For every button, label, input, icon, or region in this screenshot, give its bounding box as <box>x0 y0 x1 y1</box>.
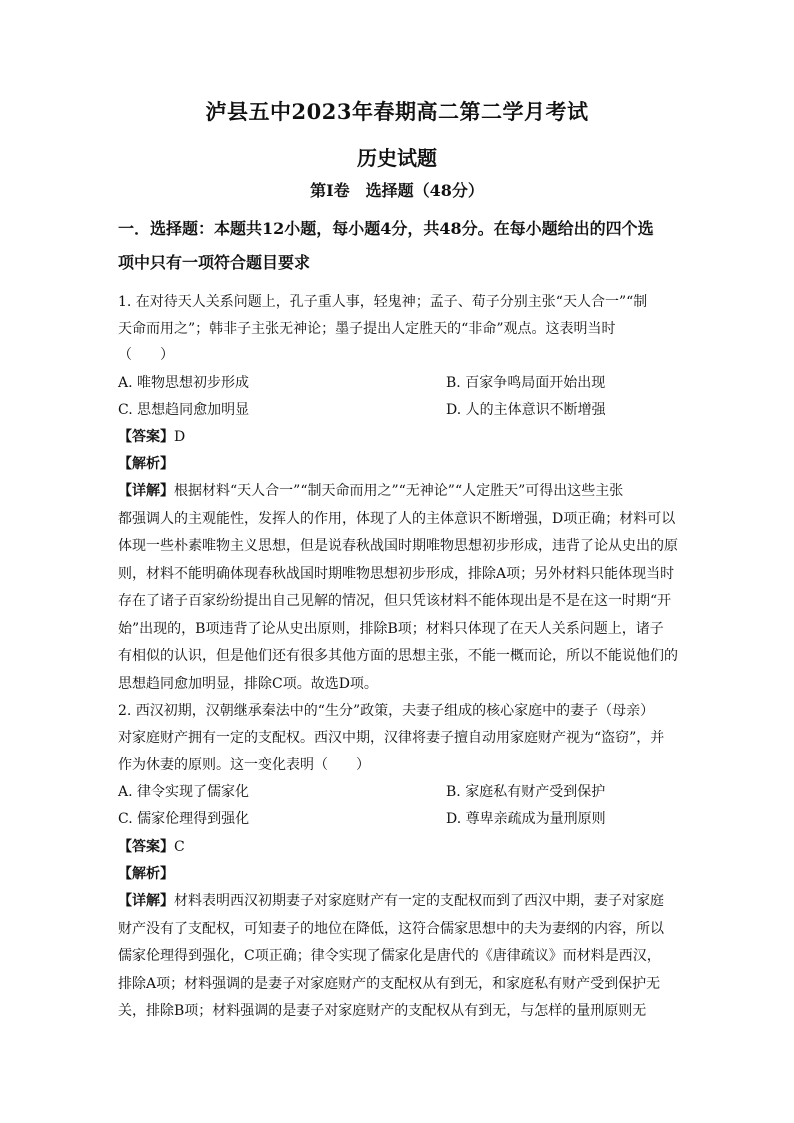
q1-analysis-label <box>118 455 678 473</box>
q2-detail-line <box>118 892 678 910</box>
q1-option-b: B. 百家争鸣局面开始出现 <box>446 375 606 391</box>
q2-detail-line: 儒家伦理得到强化，C项正确；律令实现了儒家化是唐代的《唐律疏议》而材料是西汉， <box>118 948 661 964</box>
detail-text: 根据材料“天人合一”“制天命而用之”“无神论”“人定胜天”可得出这些主张 <box>174 483 624 499</box>
q2-option-d: D. 尊卑亲疏成为量刑原则 <box>446 811 606 827</box>
q1-option-d: D. 人的主体意识不断增强 <box>446 402 606 418</box>
q2-detail-line: 关，排除B项；材料强调的是妻子对家庭财产的支配权从有到无，与怎样的量刑原则无 <box>118 1003 647 1019</box>
q2-detail-line: 排除A项；材料强调的是妻子对家庭财产的支配权从有到无，和家庭私有财产受到保护无 <box>118 976 661 992</box>
answer-value: C <box>174 839 185 855</box>
answer-tag: 【答案】 <box>118 839 174 855</box>
q1-option-a: A. 唯物思想初步形成 <box>118 375 250 391</box>
q1-option-c: C. 思想趋同愈加明显 <box>118 402 250 418</box>
analysis-tag: 【解析】 <box>118 456 174 472</box>
q2-option-b: B. 家庭私有财产受到保护 <box>446 784 606 800</box>
q1-detail-line: 始”出现的，B项违背了论从史出原则，排除B项；材料只体现了在天人关系问题上，诸子 <box>118 621 664 637</box>
instructions-line: 项中只有一项符合题目要求 <box>118 253 311 272</box>
detail-text: 材料表明西汉初期妻子对家庭财产有一定的支配权而到了西汉中期，妻子对家庭 <box>174 893 664 909</box>
q1-detail-line <box>118 482 678 500</box>
q2-option-a: A. 律令实现了儒家化 <box>118 784 250 800</box>
q1-detail-line: 则，材料不能明确体现春秋战国时期唯物思想初步形成，排除A项；另外材料只能体现当时 <box>118 566 675 582</box>
detail-tag: 【详解】 <box>118 483 174 499</box>
q1-stem-line: 1. 在对待天人关系问题上，孔子重人事，轻鬼神；孟子、荀子分别主张“天人合一”“制 <box>118 294 648 310</box>
q1-detail-line: 都强调人的主观能性，发挥人的作用，体现了人的主体意识不断增强，D项正确；材料可以 <box>118 511 676 527</box>
q1-detail-line: 体现一些朴素唯物主义思想，但是说春秋战国时期唯物思想初步形成，违背了论从史出的原 <box>118 538 678 554</box>
q1-detail-line: 有相似的认识，但是他们还有很多其他方面的思想主张，不能一概而论，所以不能说他们的 <box>118 648 678 664</box>
q1-detail-line: 存在了诸子百家纷纷提出自己见解的情况，但只凭该材料不能体现出是不是在这一时期“开 <box>118 593 672 609</box>
volume-title: 第Ⅰ卷 选择题（48分） <box>310 181 484 200</box>
section-instructions <box>118 212 678 280</box>
q2-detail-line: 财产没有了支配权，可知妻子的地位在降低，这符合儒家思想中的夫为妻纲的内容，所以 <box>118 921 664 937</box>
q1-detail-line: 思想趋同愈加明显，排除C项。故选D项。 <box>118 676 378 692</box>
instructions-line: 一．选择题：本题共12小题，每小题4分，共48分。在每小题给出的四个选 <box>118 219 654 238</box>
q2-answer <box>118 838 678 856</box>
q2-stem-line: 作为休妻的原则。这一变化表明（ ） <box>118 757 370 773</box>
answer-tag: 【答案】 <box>118 429 174 445</box>
q1-answer <box>118 428 678 446</box>
detail-tag: 【详解】 <box>118 893 174 909</box>
q2-option-c: C. 儒家伦理得到强化 <box>118 811 250 827</box>
q2-analysis-label <box>118 865 678 883</box>
analysis-tag: 【解析】 <box>118 866 174 882</box>
subject-title: 历史试题 <box>357 146 437 170</box>
q2-stem-line: 2. 西汉初期，汉朝继承秦法中的“生分”政策，夫妻子组成的核心家庭中的妻子（母亲） <box>118 703 655 719</box>
school-title: 泸县五中2023年春期高二第二学月考试 <box>205 99 589 124</box>
q1-stem-line: （ ） <box>118 347 174 363</box>
answer-value: D <box>174 429 186 445</box>
q1-stem-line: 天命而用之”；韩非子主张无神论；墨子提出人定胜天的“非命”观点。这表明当时 <box>118 321 616 337</box>
q2-stem-line: 对家庭财产拥有一定的支配权。西汉中期，汉律将妻子擅自动用家庭财产视为“盗窃”，并 <box>118 730 665 746</box>
